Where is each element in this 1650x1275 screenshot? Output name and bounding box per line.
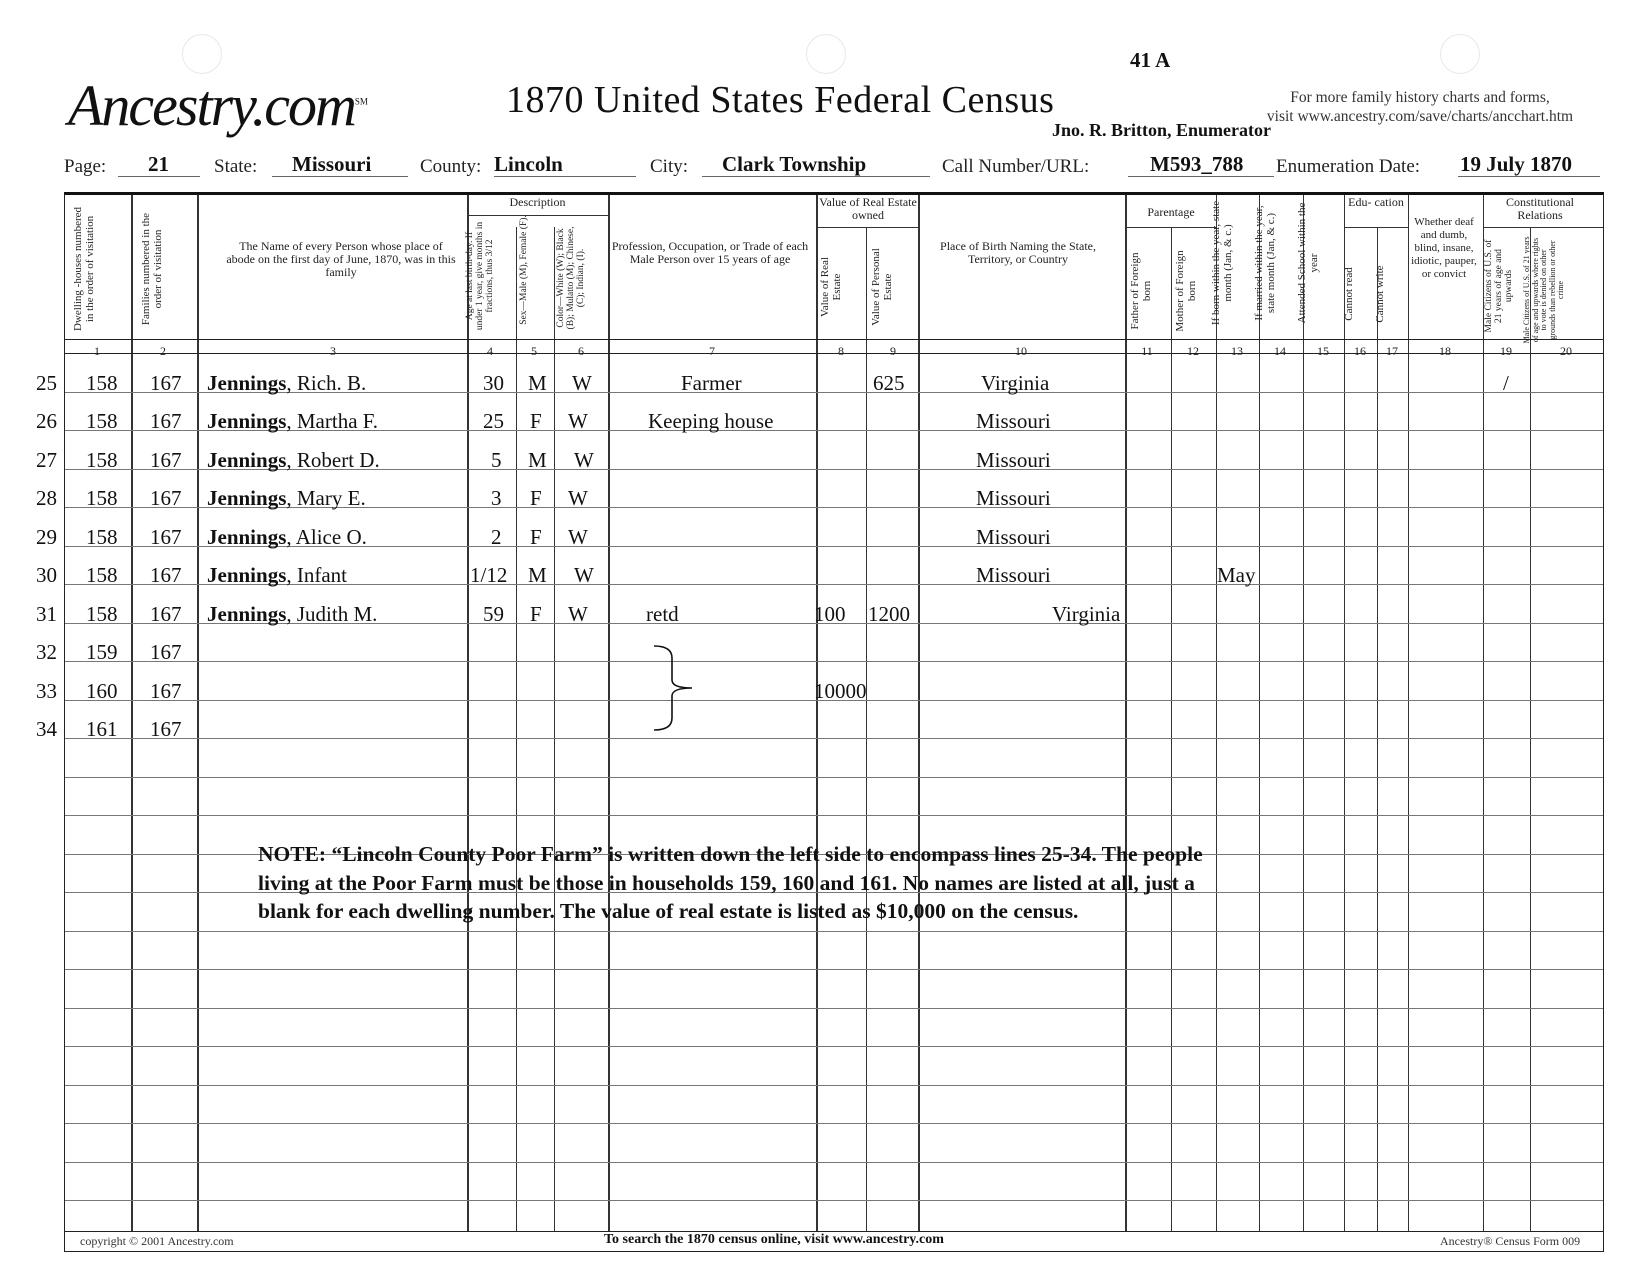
col2-header: Families numbered in the order of visitation bbox=[140, 212, 164, 326]
col-number: 15 bbox=[1317, 344, 1329, 358]
birthplace: Missouri bbox=[976, 563, 1051, 587]
born-month: May bbox=[1217, 563, 1256, 587]
transcription-note: NOTE: “Lincoln County Poor Farm” is written down the left side to encompass lines 25-34. The people living at the Poor Farm must be those in households 159, 160 and 161. No names are listed at all, just a blank for each dwelling number. The value of real estate is listed as $10,000 on the census. bbox=[258, 842, 1203, 923]
birthplace: Missouri bbox=[976, 448, 1051, 472]
curly-brace-icon bbox=[652, 644, 696, 732]
occupation: Farmer bbox=[681, 371, 742, 395]
page-value: 21 bbox=[148, 152, 169, 176]
call-value: M593_788 bbox=[1150, 152, 1244, 176]
given-name: , Rich. B. bbox=[286, 371, 367, 395]
color: W bbox=[574, 563, 594, 587]
col-number: 5 bbox=[531, 344, 537, 358]
education-header: Edu- cation bbox=[1348, 195, 1404, 209]
line-number: 34 bbox=[36, 717, 57, 741]
family-number: 167 bbox=[150, 448, 182, 472]
col-number: 10 bbox=[1015, 344, 1027, 358]
given-name: , Judith M. bbox=[286, 602, 378, 626]
citizen-mark: / bbox=[1503, 371, 1509, 395]
family-number: 167 bbox=[150, 679, 182, 703]
line-number: 30 bbox=[36, 563, 57, 587]
given-name: , Infant bbox=[286, 563, 348, 587]
line-number: 25 bbox=[36, 371, 57, 395]
col16-header: Cannot read bbox=[1343, 267, 1355, 321]
real-estate: 100 bbox=[814, 602, 846, 626]
dwelling-number: 159 bbox=[86, 640, 118, 664]
surname: Jennings bbox=[207, 525, 287, 549]
personal-estate: 625 bbox=[873, 371, 905, 395]
dwelling-number: 160 bbox=[86, 679, 118, 703]
col15-header: Attended School within the year bbox=[1296, 202, 1320, 324]
family-number: 167 bbox=[150, 525, 182, 549]
col3-header: The Name of every Person whose place of abode on the first day of June, 1870, was in this family bbox=[226, 239, 456, 279]
surname: Jennings bbox=[207, 563, 287, 587]
col1-header: Dwelling -houses numbered in the order of visitation bbox=[72, 206, 96, 332]
sex: M bbox=[528, 371, 547, 395]
occupation: retd bbox=[646, 602, 679, 626]
surname: Jennings bbox=[207, 409, 287, 433]
col11-header: Father of Foreign born bbox=[1129, 252, 1153, 330]
col17-header: Cannot write bbox=[1374, 265, 1386, 323]
value-group-header: Value of Real Estate owned bbox=[819, 195, 917, 222]
col-number: 2 bbox=[160, 344, 166, 358]
page-label: Page: bbox=[64, 156, 107, 177]
col14-header: If married within the year, state month (Jan, & c.) bbox=[1253, 205, 1277, 321]
birthplace: Missouri bbox=[976, 525, 1051, 549]
sex: M bbox=[528, 448, 547, 472]
dwelling-number: 158 bbox=[86, 525, 118, 549]
state-label: State: bbox=[214, 156, 258, 177]
family-number: 167 bbox=[150, 640, 182, 664]
age: 25 bbox=[483, 409, 504, 433]
dwelling-number: 158 bbox=[86, 563, 118, 587]
sex: M bbox=[528, 563, 547, 587]
col18-header: Whether deaf and dumb, blind, insane, idiotic, pauper, or convict bbox=[1411, 216, 1477, 280]
punch-hole-left bbox=[182, 34, 222, 74]
family-number: 167 bbox=[150, 602, 182, 626]
col19-header: Male Citizens of U.S. of 21 years of age and upwards bbox=[1484, 239, 1514, 333]
family-number: 167 bbox=[150, 486, 182, 510]
line-number: 27 bbox=[36, 448, 57, 472]
col10-header: Place of Birth Naming the State, Territory, or Country bbox=[940, 239, 1096, 266]
age: 59 bbox=[483, 602, 504, 626]
given-name: , Robert D. bbox=[286, 448, 380, 472]
dwelling-number: 158 bbox=[86, 448, 118, 472]
dwelling-number: 158 bbox=[86, 486, 118, 510]
dwelling-number: 158 bbox=[86, 602, 118, 626]
call-label: Call Number/URL: bbox=[942, 156, 1090, 177]
more-info bbox=[1220, 88, 1620, 126]
birthplace: Missouri bbox=[976, 409, 1051, 433]
col4-header: Age at last birth-day. If under 1 year, give months in fractions, thus 3/12 bbox=[465, 221, 495, 331]
given-name: , Alice O. bbox=[286, 525, 367, 549]
state-value: Missouri bbox=[292, 152, 372, 176]
county-label: County: bbox=[420, 156, 482, 177]
surname: Jennings bbox=[207, 371, 287, 395]
col-number: 4 bbox=[487, 344, 493, 358]
age: 1/12 bbox=[470, 563, 508, 587]
col-number: 14 bbox=[1274, 344, 1286, 358]
color: W bbox=[568, 486, 588, 510]
col-number: 13 bbox=[1231, 344, 1243, 358]
page-id: 41 A bbox=[1130, 48, 1171, 72]
color: W bbox=[568, 409, 588, 433]
age: 2 bbox=[491, 525, 502, 549]
enumerator: Jno. R. Britton, Enumerator bbox=[1052, 120, 1271, 140]
date-value: 19 July 1870 bbox=[1460, 152, 1573, 176]
line-number: 29 bbox=[36, 525, 57, 549]
line-number: 32 bbox=[36, 640, 57, 664]
given-name: , Martha F. bbox=[286, 409, 379, 433]
col7-header: Profession, Occupation, or Trade of each Male Person over 15 years of age bbox=[611, 239, 809, 266]
age: 3 bbox=[491, 486, 502, 510]
sex: F bbox=[530, 602, 542, 626]
col-number: 7 bbox=[709, 344, 715, 358]
real-estate: 10000 bbox=[814, 679, 867, 703]
parentage-header: Parentage bbox=[1147, 205, 1195, 219]
age: 30 bbox=[483, 371, 504, 395]
birthplace: Missouri bbox=[976, 486, 1051, 510]
family-number: 167 bbox=[150, 563, 182, 587]
line-number: 26 bbox=[36, 409, 57, 433]
col-number: 8 bbox=[838, 344, 844, 358]
col6-header: Color—White (W); Black (B); Mulatto (M); Chinese, (C); Indian, (I). bbox=[556, 226, 586, 330]
county-value: Lincoln bbox=[494, 152, 563, 176]
dwelling-number: 158 bbox=[86, 371, 118, 395]
family-number: 167 bbox=[150, 717, 182, 741]
surname: Jennings bbox=[207, 448, 287, 472]
col20-header: Male Citizens of U.S. of 21 years of age and upwards where rights to vote is denied on other grounds than rebellion or other crime bbox=[1522, 236, 1565, 344]
city-label: City: bbox=[650, 156, 689, 177]
city-value: Clark Township bbox=[722, 152, 867, 176]
col-number: 9 bbox=[890, 344, 896, 358]
color: W bbox=[568, 602, 588, 626]
col-number: 12 bbox=[1187, 344, 1199, 358]
copyright: copyright © 2001 Ancestry.com bbox=[80, 1234, 234, 1248]
constitutional-header: Constitutional Relations bbox=[1505, 195, 1574, 222]
col-number: 3 bbox=[330, 344, 336, 358]
form-id: Ancestry® Census Form 009 bbox=[1440, 1234, 1581, 1248]
punch-hole-center bbox=[806, 34, 846, 74]
header-fields bbox=[0, 152, 1650, 180]
surname: Jennings bbox=[207, 486, 287, 510]
col-number: 19 bbox=[1500, 344, 1512, 358]
col9-header: Value of Personal Estate bbox=[870, 248, 894, 326]
line-number: 33 bbox=[36, 679, 57, 703]
col-number: 20 bbox=[1560, 344, 1572, 358]
line-number: 31 bbox=[36, 602, 57, 626]
col8-header: Value of Real Estate bbox=[819, 257, 843, 317]
personal-estate: 1200 bbox=[868, 602, 910, 626]
family-number: 167 bbox=[150, 371, 182, 395]
dwelling-number: 158 bbox=[86, 409, 118, 433]
col-number: 1 bbox=[94, 344, 100, 358]
punch-hole-right bbox=[1440, 34, 1480, 74]
sex: F bbox=[530, 486, 542, 510]
occupation: Keeping house bbox=[648, 409, 774, 433]
col-number: 17 bbox=[1386, 344, 1398, 358]
search-notice: To search the 1870 census online, visit www.ancestry.com bbox=[604, 1232, 944, 1247]
color: W bbox=[572, 371, 592, 395]
date-label: Enumeration Date: bbox=[1276, 156, 1421, 177]
surname: Jennings bbox=[207, 602, 287, 626]
page-title: 1870 United States Federal Census bbox=[506, 79, 1055, 121]
col13-header: If born within the year, state month (Jan, & c.) bbox=[1210, 200, 1234, 326]
col12-header: Mother of Foreign born bbox=[1174, 250, 1198, 332]
line-number: 28 bbox=[36, 486, 57, 510]
birthplace: Virginia bbox=[1052, 602, 1121, 626]
more-info-line2: visit www.ancestry.com/save/charts/ancchart.htm bbox=[1266, 108, 1574, 125]
age: 5 bbox=[491, 448, 502, 472]
col-number: 11 bbox=[1141, 344, 1153, 358]
ancestry-logo: Ancestry.com℠ bbox=[68, 73, 368, 138]
col-number: 18 bbox=[1439, 344, 1451, 358]
given-name: , Mary E. bbox=[286, 486, 366, 510]
col-number: 16 bbox=[1354, 344, 1366, 358]
dwelling-number: 161 bbox=[86, 717, 118, 741]
col5-header: Sex—Male (M), Female (F). bbox=[519, 215, 529, 325]
more-info-line1: For more family history charts and forms, bbox=[1290, 89, 1550, 106]
color: W bbox=[568, 525, 588, 549]
description-header: Description bbox=[509, 195, 566, 209]
sex: F bbox=[530, 409, 542, 433]
birthplace: Virginia bbox=[981, 371, 1050, 395]
color: W bbox=[574, 448, 594, 472]
col-number: 6 bbox=[578, 344, 584, 358]
sex: F bbox=[530, 525, 542, 549]
family-number: 167 bbox=[150, 409, 182, 433]
